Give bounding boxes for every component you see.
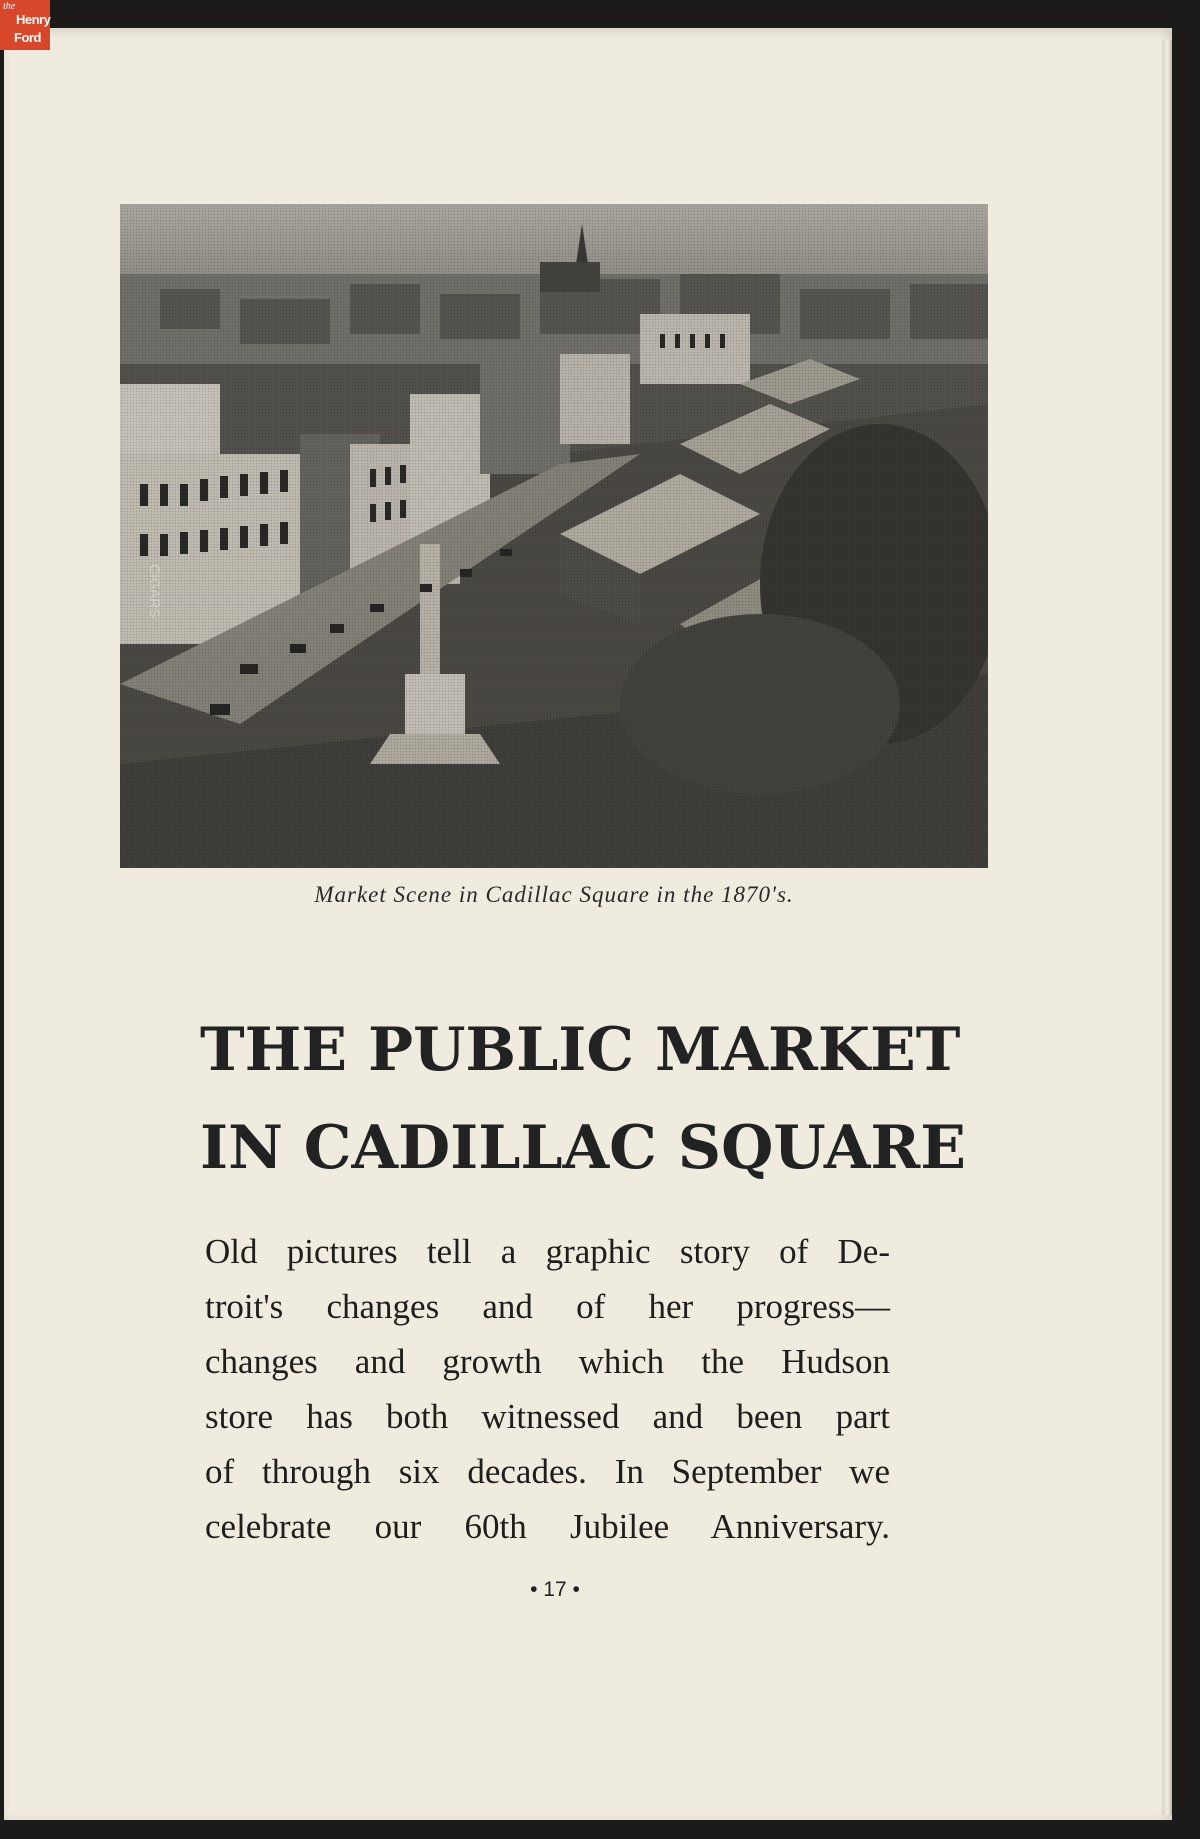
logo-henry: Henry (16, 12, 51, 27)
henry-ford-logo (0, 0, 50, 50)
market-photo (120, 204, 988, 868)
logo-ford: Ford (14, 30, 41, 45)
logo-the: the (3, 1, 16, 12)
body-line: store has both witnessed and been part (205, 1397, 890, 1436)
page-edge (1162, 40, 1172, 1815)
body-line: celebrate our 60th Jubilee Anniversary. (205, 1507, 890, 1546)
body-paragraph (205, 1224, 890, 1554)
market-scene-illustration (120, 204, 988, 868)
page-number: • 17 • (530, 1578, 580, 1601)
body-line: changes and growth which the Hudson (205, 1342, 890, 1381)
body-line: troit's changes and of her progress— (205, 1287, 890, 1326)
headline-line-1: THE PUBLIC MARKET (200, 1015, 961, 1085)
body-line: Old pictures tell a graphic story of De- (205, 1232, 890, 1271)
headline-line-2: IN CADILLAC SQUARE (200, 1113, 966, 1183)
body-line: of through six decades. In September we (205, 1452, 890, 1491)
photo-caption: Market Scene in Cadillac Square in the 1870's. (314, 882, 794, 907)
